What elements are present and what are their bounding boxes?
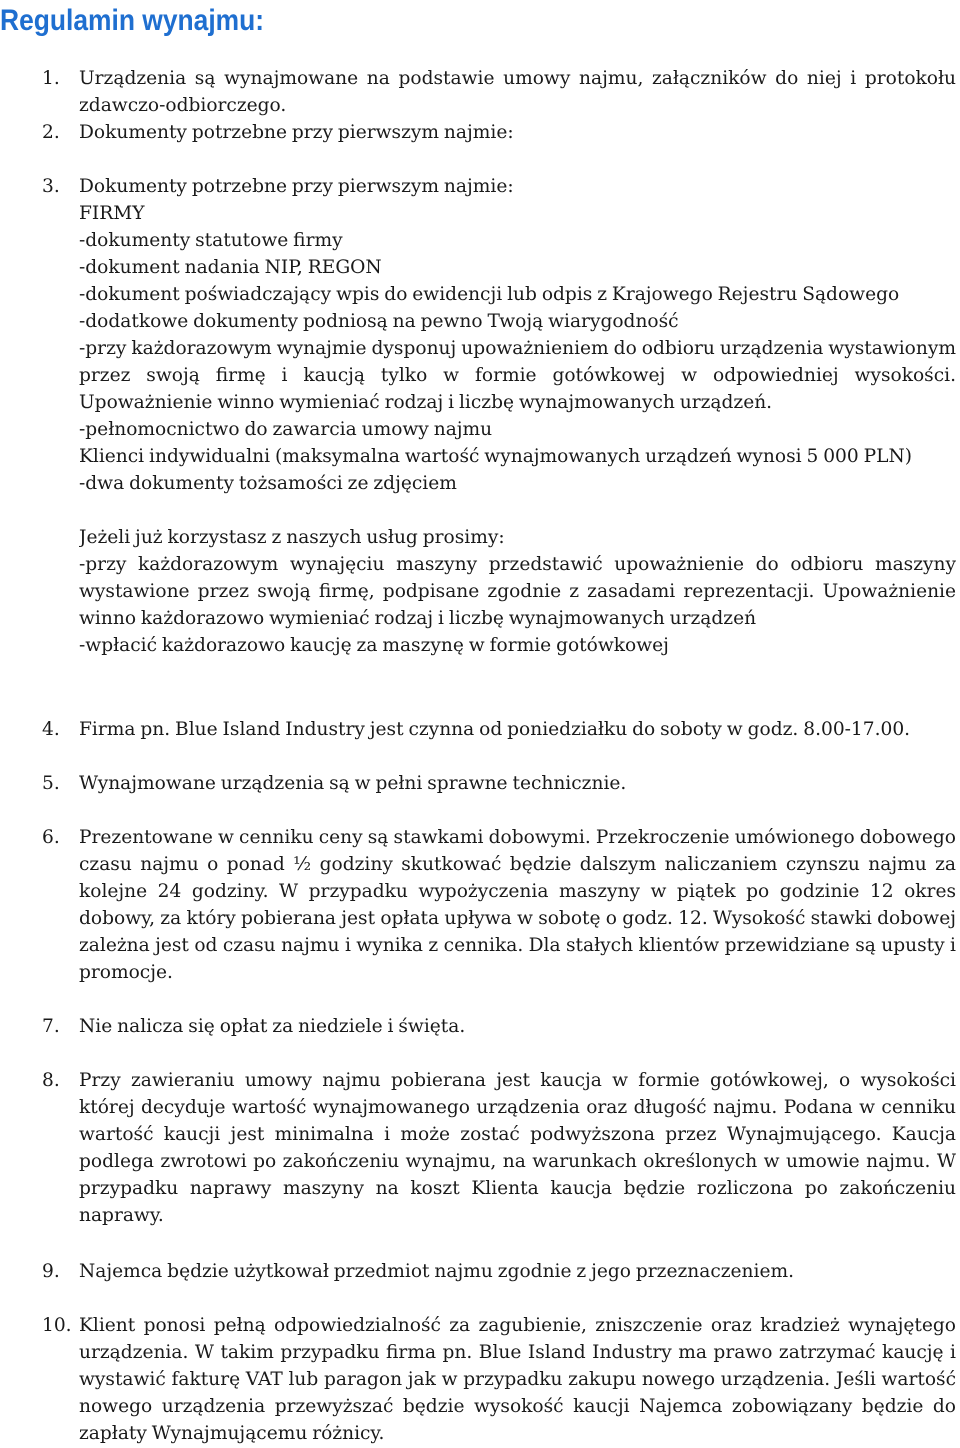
item-text: Prezentowane w cenniku ceny są stawkami dobowymi. Przekroczenie umówionego dobowego czasu najmu o ponad ½ godziny skutkować będzie dalszym naliczaniem czynszu najmu za kolejne 24 godziny. W przypadku wypożyczenia maszyny w piątek po godzinie 12 okres dobowy, za który pobierana jest opłata upływa w sobotę o godz. 12. Wysokość stawki dobowej zależna jest od czasu najmu i wynika z cennika. Dla stałych klientów przewidziane są upusty i promocje. — [79, 827, 956, 983]
list-item-5 — [42, 770, 956, 797]
companies-heading: FIRMY — [79, 203, 145, 224]
requirement-line: -dodatkowe dokumenty podniosą na pewno Twoją wiarygodność — [79, 311, 679, 332]
requirement-line: -wpłacić każdorazowo kaucję za maszynę w formie gotówkowej — [79, 635, 669, 656]
requirement-paragraph: -przy każdorazowym wynajęciu maszyny przedstawić upoważnienie do odbioru maszyny wystawione przez swoją firmę, podpisane zgodnie z zasadami reprezentacji. Upoważnienie winno każdorazowo wymieniać rodzaj i liczbę wynajmowanych urządzeń — [79, 554, 956, 629]
list-item-9 — [42, 1258, 956, 1285]
item-number: 1. — [42, 68, 60, 89]
page-title: Regulamin wynajmu: — [0, 4, 265, 37]
requirement-line: -dwa dokumenty tożsamości ze zdjęciem — [79, 473, 457, 494]
item-text: Klient ponosi pełną odpowiedzialność za zagubienie, zniszczenie oraz kradzież wynajętego urządzenia. W takim przypadku firma pn. Blue Island Industry ma prawo zatrzymać kaucję i wystawić fakturę VAT lub paragon jak w przypadku zakupu nowego urządzenia. Jeśli wartość nowego urządzenia przewyższać będzie wysokość kaucji Najemca zobowiązany będzie do zapłaty Wynajmującemu różnicy. — [79, 1315, 956, 1444]
item-text: Najemca będzie użytkował przedmiot najmu zgodnie z jego przeznaczeniem. — [79, 1261, 795, 1282]
item-number: 10. — [42, 1315, 72, 1336]
individual-clients-paragraph: Klienci indywidualni (maksymalna wartość wynajmowanych urządzeń wynosi 5 000 PLN) — [79, 446, 913, 467]
list-item-2 — [42, 119, 956, 146]
item-number: 7. — [42, 1016, 60, 1037]
item-number: 9. — [42, 1261, 60, 1282]
item-number: 2. — [42, 122, 60, 143]
requirement-line: -dokument poświadczający wpis do ewidencji lub odpis z Krajowego Rejestru Sądowego — [79, 284, 900, 305]
item-number: 8. — [42, 1070, 60, 1091]
item-number: 4. — [42, 719, 60, 740]
list-item-10 — [42, 1312, 956, 1447]
item-number: 3. — [42, 176, 60, 197]
item-text: Firma pn. Blue Island Industry jest czynna od poniedziałku do soboty w godz. 8.00-17.00. — [79, 719, 911, 740]
item-text: Dokumenty potrzebne przy pierwszym najmie: — [79, 122, 514, 143]
list-item-1 — [42, 65, 956, 119]
requirement-paragraph: -przy każdorazowym wynajmie dysponuj upoważnieniem do odbioru urządzenia wystawionym przez swoją firmę i kaucją tylko w formie gotówkowej w odpowiedniej wysokości. Upoważnienie winno wymieniać rodzaj i liczbę wynajmowanych urządzeń. — [79, 338, 956, 413]
list-item-6 — [42, 824, 956, 986]
list-item-4 — [42, 716, 956, 743]
existing-clients-heading: Jeżeli już korzystasz z naszych usług prosimy: — [79, 527, 505, 548]
item-text: Nie nalicza się opłat za niedziele i święta. — [79, 1016, 466, 1037]
requirement-line: -dokument nadania NIP, REGON — [79, 257, 382, 278]
list-item-7 — [42, 1013, 956, 1040]
item-text: Wynajmowane urządzenia są w pełni sprawne technicznie. — [79, 773, 627, 794]
item-body — [79, 173, 956, 659]
list-item-3 — [42, 173, 956, 659]
item-text: Urządzenia są wynajmowane na podstawie umowy najmu, załączników do niej i protokołu zdawczo-odbiorczego. — [79, 68, 956, 116]
item-number: 5. — [42, 773, 60, 794]
requirement-line: -pełnomocnictwo do zawarcia umowy najmu — [79, 419, 493, 440]
item-number: 6. — [42, 827, 60, 848]
list-item-8 — [42, 1067, 956, 1229]
requirement-line: -dokumenty statutowe firmy — [79, 230, 343, 251]
item-text: Przy zawieraniu umowy najmu pobierana jest kaucja w formie gotówkowej, o wysokości której decyduje wartość wynajmowanego urządzenia oraz długość najmu. Podana w cenniku wartość kaucji jest minimalna i może zostać podwyższona przez Wynajmującego. Kaucja podlega zwrotowi po zakończeniu wynajmu, na warunkach określonych w umowie najmu. W przypadku naprawy maszyny na koszt Klienta kaucja będzie rozliczona po zakończeniu naprawy. — [79, 1070, 956, 1226]
documents-heading: Dokumenty potrzebne przy pierwszym najmie: — [79, 176, 514, 197]
